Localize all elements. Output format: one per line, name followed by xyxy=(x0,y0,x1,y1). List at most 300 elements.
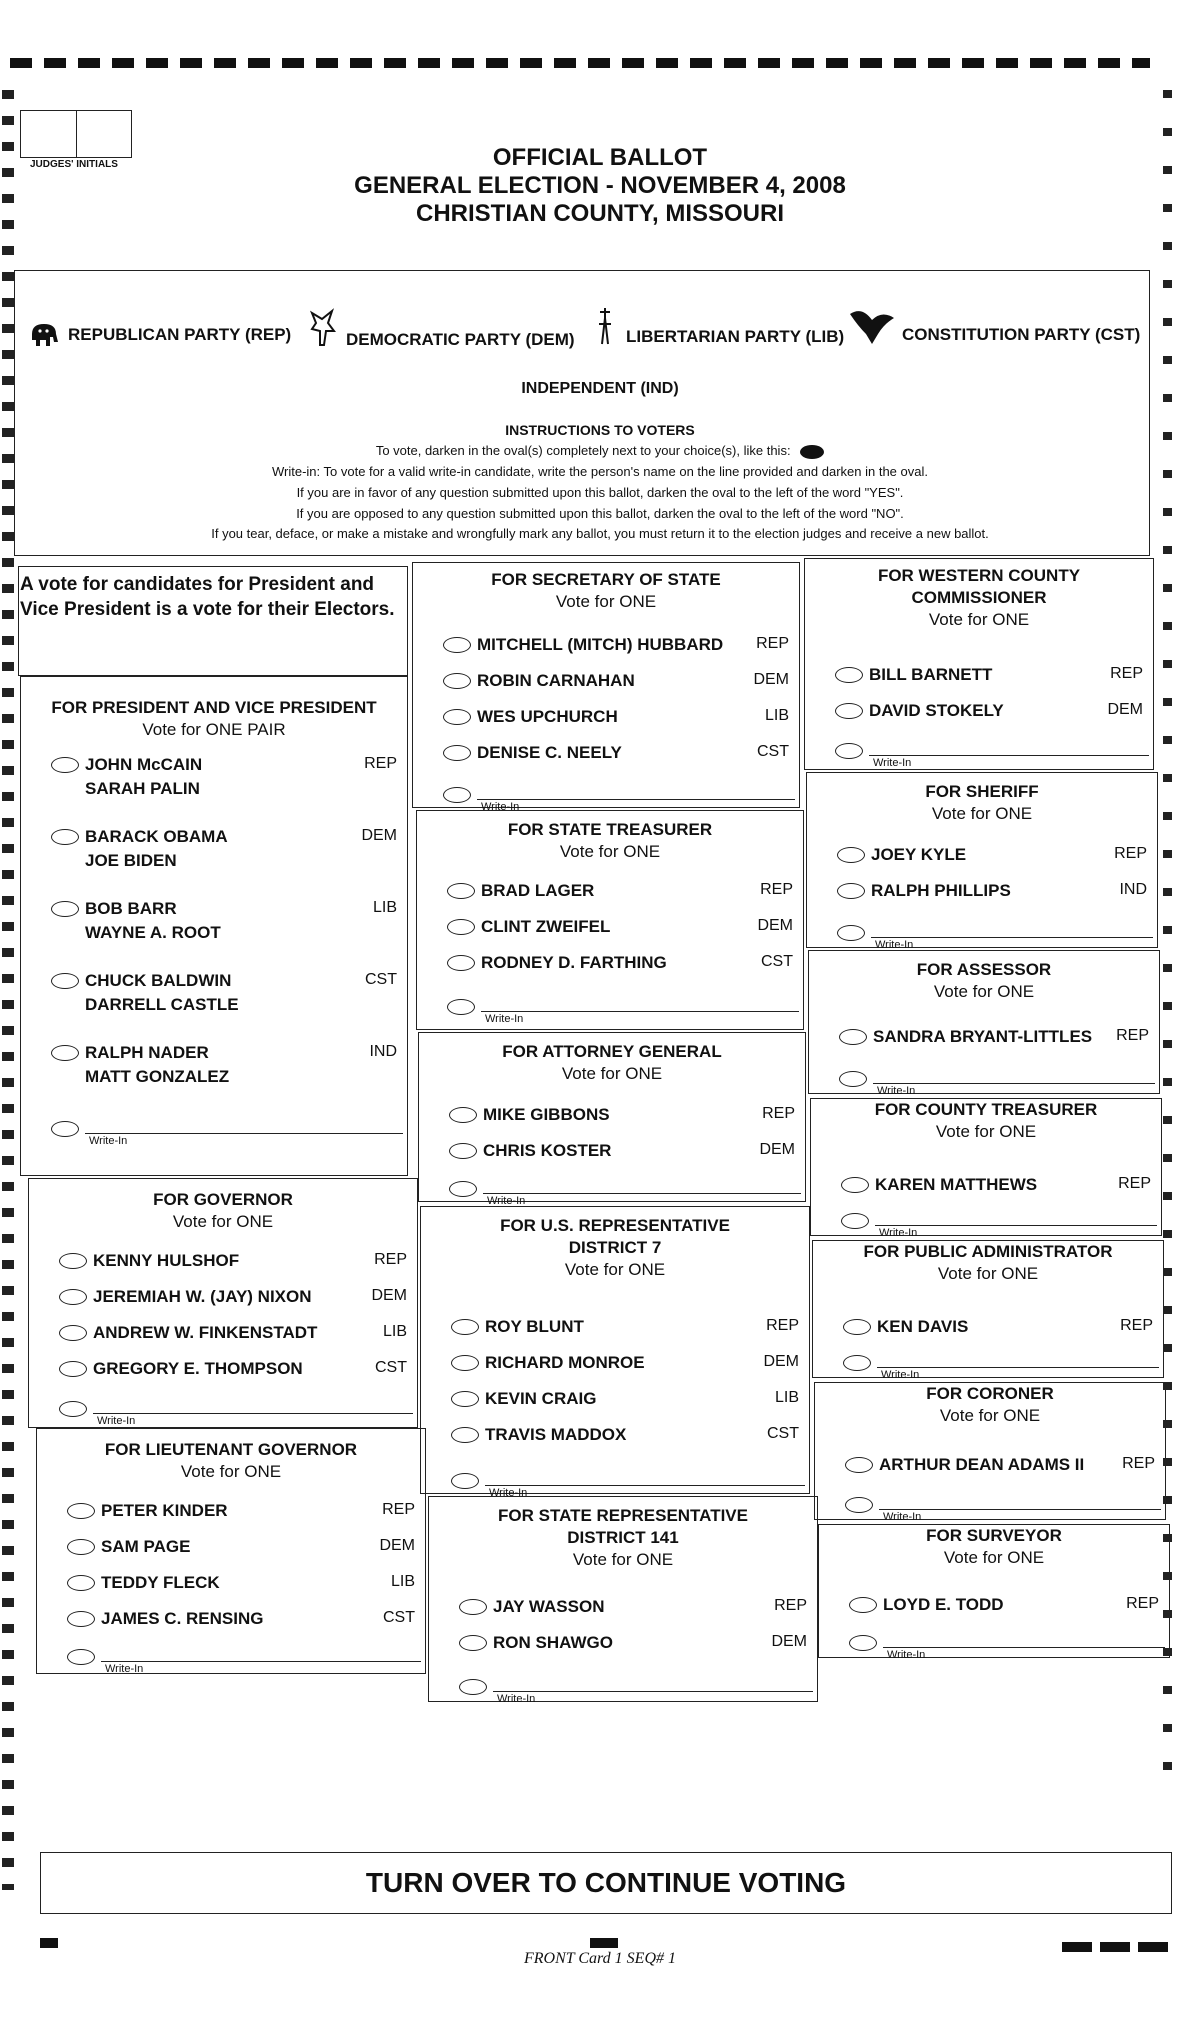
write-in-oval[interactable] xyxy=(835,743,863,759)
party-republican: REPUBLICAN PARTY (REP) xyxy=(68,325,292,344)
candidate-name: KEN DAVIS xyxy=(877,1317,969,1336)
contest-assessor xyxy=(808,950,1160,1097)
candidate-row[interactable] xyxy=(835,701,1153,725)
vote-oval[interactable] xyxy=(447,883,475,899)
write-in-oval[interactable] xyxy=(451,1473,479,1489)
judges-initials-label: JUDGES' INITIALS xyxy=(30,159,118,170)
write-in-label: Write-In xyxy=(97,1415,136,1427)
party-abbreviation: REP xyxy=(1110,665,1143,682)
instruction-line-1: To vote, darken in the oval(s) completely next to your choice(s), like this: xyxy=(0,443,1200,459)
vote-oval[interactable] xyxy=(59,1325,87,1341)
vote-for-instruction: Vote for ONE xyxy=(572,1550,674,1569)
vote-oval[interactable] xyxy=(443,673,471,689)
contest-header xyxy=(29,1189,417,1233)
party-abbreviation: REP xyxy=(1118,1175,1151,1192)
contest-title: FOR ASSESSOR xyxy=(916,960,1052,979)
vote-oval[interactable] xyxy=(67,1539,95,1555)
write-in-row[interactable] xyxy=(67,1647,421,1677)
party-abbreviation: DEM xyxy=(371,1287,407,1304)
candidate-row[interactable] xyxy=(443,743,799,767)
party-abbreviation: REP xyxy=(766,1317,799,1334)
write-in-oval[interactable] xyxy=(841,1213,869,1229)
contest-title: FOR COUNTY TREASURER xyxy=(874,1100,1098,1119)
contest-header xyxy=(421,1215,809,1281)
contest-header xyxy=(807,781,1157,825)
vote-oval[interactable] xyxy=(451,1391,479,1407)
footer-mark-left xyxy=(40,1938,58,1948)
party-abbreviation: REP xyxy=(364,755,397,772)
write-in-line[interactable] xyxy=(485,1485,805,1486)
write-in-row[interactable] xyxy=(843,1353,1159,1383)
contest-title: FOR STATE REPRESENTATIVE xyxy=(498,1506,748,1525)
vote-for-instruction: Vote for ONE xyxy=(559,842,661,861)
vote-oval[interactable] xyxy=(59,1361,87,1377)
write-in-row[interactable] xyxy=(59,1399,413,1429)
write-in-row[interactable] xyxy=(447,997,799,1027)
county-title: CHRISTIAN COUNTY, MISSOURI xyxy=(415,200,784,227)
party-abbreviation: REP xyxy=(1126,1595,1159,1612)
vote-oval[interactable] xyxy=(837,847,865,863)
party-abbreviation: REP xyxy=(760,881,793,898)
write-in-oval[interactable] xyxy=(459,1679,487,1695)
candidate-row[interactable] xyxy=(447,917,803,941)
candidate-name: JOHN McCAIN xyxy=(85,755,203,774)
candidate-name: RALPH PHILLIPS xyxy=(871,881,1011,900)
candidate-row[interactable] xyxy=(51,755,407,803)
contest-title: FOR ATTORNEY GENERAL xyxy=(502,1042,722,1061)
write-in-oval[interactable] xyxy=(837,925,865,941)
candidate-row[interactable] xyxy=(449,1141,805,1165)
write-in-oval[interactable] xyxy=(839,1071,867,1087)
contest-header xyxy=(413,569,799,613)
write-in-row[interactable] xyxy=(837,923,1153,953)
candidate-name: ANDREW W. FINKENSTADT xyxy=(93,1323,318,1342)
candidate-row[interactable] xyxy=(51,899,407,947)
party-abbreviation: DEM xyxy=(763,1353,799,1370)
candidate-row[interactable] xyxy=(67,1573,425,1597)
candidate-name: JEREMIAH W. (JAY) NIXON xyxy=(93,1287,312,1306)
footer-mark-center xyxy=(590,1938,618,1948)
contest-attorney-general xyxy=(418,1032,806,1207)
vote-oval[interactable] xyxy=(51,757,79,773)
contest-state-rep xyxy=(428,1496,818,1705)
write-in-line[interactable] xyxy=(85,1133,403,1134)
contest-title: FOR SECRETARY OF STATE xyxy=(491,570,721,589)
party-independent: INDEPENDENT (IND) xyxy=(521,380,679,397)
write-in-label: Write-In xyxy=(883,1511,922,1523)
candidate-name: CLINT ZWEIFEL xyxy=(481,917,611,936)
candidate-name: DENISE C. NEELY xyxy=(477,743,622,762)
candidate-name: MIKE GIBBONS xyxy=(483,1105,610,1124)
ballot-title: OFFICIAL BALLOT xyxy=(492,144,708,171)
vote-oval[interactable] xyxy=(839,1029,867,1045)
write-in-label: Write-In xyxy=(485,1013,524,1025)
write-in-label: Write-In xyxy=(497,1693,536,1705)
party-abbreviation: REP xyxy=(774,1597,807,1614)
vote-oval[interactable] xyxy=(459,1635,487,1651)
candidate-name: SANDRA BRYANT-LITTLES xyxy=(873,1027,1093,1046)
candidate-row[interactable] xyxy=(449,1105,805,1129)
candidate-name: SAM PAGE xyxy=(101,1537,191,1556)
contest-header xyxy=(419,1041,805,1085)
write-in-label: Write-In xyxy=(489,1487,528,1499)
write-in-line[interactable] xyxy=(879,1509,1161,1510)
candidate-name: RODNEY D. FARTHING xyxy=(481,953,667,972)
contest-us-rep xyxy=(420,1206,810,1499)
candidate-name: RALPH NADER xyxy=(85,1043,209,1062)
contest-public-administrator xyxy=(812,1240,1164,1381)
candidate-row[interactable] xyxy=(837,881,1157,905)
vote-oval[interactable] xyxy=(447,919,475,935)
contest-western-commissioner xyxy=(804,558,1154,770)
party-abbreviation: REP xyxy=(756,635,789,652)
vote-for-instruction: Vote for ONE PAIR xyxy=(142,720,286,739)
vote-oval[interactable] xyxy=(443,709,471,725)
vote-for-instruction: Vote for ONE xyxy=(935,1122,1037,1141)
contest-president xyxy=(20,676,408,1176)
vote-oval[interactable] xyxy=(835,667,863,683)
contest-header xyxy=(21,697,407,741)
write-in-line[interactable] xyxy=(483,1193,801,1194)
write-in-oval[interactable] xyxy=(67,1649,95,1665)
candidate-name: KAREN MATTHEWS xyxy=(875,1175,1038,1194)
running-mate-name: MATT GONZALEZ xyxy=(85,1067,230,1086)
contest-sheriff xyxy=(806,772,1158,951)
party-abbreviation: IND xyxy=(1119,881,1147,898)
party-abbreviation: DEM xyxy=(757,917,793,934)
candidate-name: ROBIN CARNAHAN xyxy=(477,671,635,690)
elector-note: A vote for candidates for President and Vice President is a vote for their Electors. xyxy=(20,574,395,620)
candidate-name: WES UPCHURCH xyxy=(477,707,618,726)
write-in-label: Write-In xyxy=(487,1195,526,1207)
write-in-label: Write-In xyxy=(875,939,914,951)
write-in-oval[interactable] xyxy=(849,1635,877,1651)
write-in-oval[interactable] xyxy=(845,1497,873,1513)
write-in-line[interactable] xyxy=(883,1647,1165,1648)
candidate-name: BILL BARNETT xyxy=(869,665,993,684)
party-abbreviation: IND xyxy=(369,1043,397,1060)
vote-oval[interactable] xyxy=(835,703,863,719)
candidate-row[interactable] xyxy=(447,953,803,977)
vote-oval[interactable] xyxy=(447,955,475,971)
party-abbreviation: LIB xyxy=(774,1389,799,1406)
vote-for-instruction: Vote for ONE xyxy=(555,592,657,611)
vote-oval[interactable] xyxy=(837,883,865,899)
vote-for-instruction: Vote for ONE xyxy=(172,1212,274,1231)
contest-title: FOR STATE TREASURER xyxy=(507,820,713,839)
write-in-row[interactable] xyxy=(839,1069,1155,1099)
vote-for-instruction: Vote for ONE xyxy=(933,982,1035,1001)
vote-oval[interactable] xyxy=(449,1107,477,1123)
write-in-label: Write-In xyxy=(879,1227,918,1239)
write-in-row[interactable] xyxy=(845,1495,1161,1525)
candidate-row[interactable] xyxy=(459,1633,817,1657)
donkey-icon xyxy=(306,305,340,349)
instruction-line-2: Write-in: To vote for a valid write-in candidate, write the person's name on the line provided and darken in the oval. xyxy=(272,464,928,479)
contest-title: FOR U.S. REPRESENTATIVE xyxy=(500,1216,730,1235)
contest-title: DISTRICT 141 xyxy=(567,1528,679,1547)
contest-header xyxy=(815,1383,1165,1427)
vote-for-instruction: Vote for ONE xyxy=(943,1548,1045,1567)
candidate-row[interactable] xyxy=(841,1175,1161,1199)
candidate-row[interactable] xyxy=(59,1323,417,1347)
write-in-label: Write-In xyxy=(877,1085,916,1097)
party-abbreviation: DEM xyxy=(1107,701,1143,718)
party-abbreviation: CST xyxy=(757,743,789,760)
candidate-row[interactable] xyxy=(837,845,1157,869)
write-in-line[interactable] xyxy=(481,1011,799,1012)
contest-title: FOR GOVERNOR xyxy=(153,1190,293,1209)
candidate-row[interactable] xyxy=(451,1425,809,1449)
write-in-row[interactable] xyxy=(51,1119,403,1149)
write-in-line[interactable] xyxy=(877,1367,1159,1368)
party-democratic: DEMOCRATIC PARTY (DEM) xyxy=(346,330,575,349)
vote-for-instruction: Vote for ONE xyxy=(928,610,1030,629)
vote-for-instruction: Vote for ONE xyxy=(937,1264,1039,1283)
candidate-row[interactable] xyxy=(451,1353,809,1377)
party-abbreviation: REP xyxy=(1116,1027,1149,1044)
running-mate-name: DARRELL CASTLE xyxy=(85,995,239,1014)
contest-title: FOR PRESIDENT AND VICE PRESIDENT xyxy=(51,698,377,717)
candidate-row[interactable] xyxy=(51,971,407,1019)
party-abbreviation: REP xyxy=(382,1501,415,1518)
running-mate-name: SARAH PALIN xyxy=(85,779,200,798)
vote-oval[interactable] xyxy=(451,1355,479,1371)
write-in-label: Write-In xyxy=(89,1135,128,1147)
party-abbreviation: LIB xyxy=(764,707,789,724)
contest-title: FOR SHERIFF xyxy=(925,782,1039,801)
write-in-line[interactable] xyxy=(873,1083,1155,1084)
party-abbreviation: LIB xyxy=(382,1323,407,1340)
contest-title: DISTRICT 7 xyxy=(568,1238,662,1257)
candidate-row[interactable] xyxy=(447,881,803,905)
contest-header xyxy=(805,565,1153,631)
instruction-line-4: If you are opposed to any question submitted upon this ballot, darken the oval to the left of the word "NO". xyxy=(296,506,904,521)
candidate-row[interactable] xyxy=(59,1287,417,1311)
running-mate-name: JOE BIDEN xyxy=(85,851,177,870)
candidate-name: MITCHELL (MITCH) HUBBARD xyxy=(477,635,724,654)
candidate-row[interactable] xyxy=(443,635,799,659)
write-in-oval[interactable] xyxy=(51,1121,79,1137)
instructions-heading: INSTRUCTIONS TO VOTERS xyxy=(505,422,695,438)
timing-marks-top xyxy=(10,58,1150,68)
write-in-line[interactable] xyxy=(875,1225,1157,1226)
candidate-row[interactable] xyxy=(443,707,799,731)
write-in-label: Write-In xyxy=(887,1649,926,1661)
party-constitution: CONSTITUTION PARTY (CST) xyxy=(902,325,1141,344)
election-title: GENERAL ELECTION - NOVEMBER 4, 2008 xyxy=(354,172,846,199)
candidate-name: GREGORY E. THOMPSON xyxy=(93,1359,303,1378)
party-abbreviation: REP xyxy=(1114,845,1147,862)
write-in-row[interactable] xyxy=(849,1633,1165,1663)
party-abbreviation: DEM xyxy=(771,1633,807,1650)
vote-for-instruction: Vote for ONE xyxy=(939,1406,1041,1425)
contest-title: FOR SURVEYOR xyxy=(926,1526,1062,1545)
vote-oval[interactable] xyxy=(845,1457,873,1473)
candidate-row[interactable] xyxy=(459,1597,817,1621)
contest-lt-governor xyxy=(36,1428,426,1674)
write-in-label: Write-In xyxy=(105,1663,144,1675)
vote-oval[interactable] xyxy=(51,901,79,917)
vote-oval[interactable] xyxy=(843,1319,871,1335)
contest-title: FOR PUBLIC ADMINISTRATOR xyxy=(863,1242,1113,1261)
candidate-name: JAMES C. RENSING xyxy=(101,1609,264,1628)
candidate-name: DAVID STOKELY xyxy=(869,701,1004,720)
candidate-row[interactable] xyxy=(67,1537,425,1561)
contest-secretary-of-state xyxy=(412,562,800,813)
candidate-name: TRAVIS MADDOX xyxy=(485,1425,627,1444)
candidate-row[interactable] xyxy=(443,671,799,695)
contest-header xyxy=(813,1241,1163,1285)
contest-title: FOR CORONER xyxy=(926,1384,1054,1403)
candidate-row[interactable] xyxy=(67,1501,425,1525)
contest-county-treasurer xyxy=(810,1098,1162,1239)
vote-oval[interactable] xyxy=(841,1177,869,1193)
eagle-icon xyxy=(848,304,896,348)
write-in-oval[interactable] xyxy=(59,1401,87,1417)
instruction-line-5: If you tear, deface, or make a mistake and wrongfully mark any ballot, you must return it to the election judges and receive a new ballot. xyxy=(211,526,989,541)
candidate-row[interactable] xyxy=(835,665,1153,689)
contest-governor xyxy=(28,1178,418,1428)
vote-oval[interactable] xyxy=(59,1289,87,1305)
candidate-row[interactable] xyxy=(59,1359,417,1383)
party-libertarian: LIBERTARIAN PARTY (LIB) xyxy=(626,327,845,346)
contest-surveyor xyxy=(818,1524,1170,1661)
candidate-name: ROY BLUNT xyxy=(485,1317,584,1336)
vote-oval[interactable] xyxy=(67,1503,95,1519)
write-in-line[interactable] xyxy=(93,1413,413,1414)
party-abbreviation: DEM xyxy=(379,1537,415,1554)
candidate-name: BOB BARR xyxy=(85,899,177,918)
contest-header xyxy=(811,1099,1161,1143)
vote-for-instruction: Vote for ONE xyxy=(931,804,1033,823)
vote-oval[interactable] xyxy=(449,1143,477,1159)
write-in-oval[interactable] xyxy=(843,1355,871,1371)
vote-oval[interactable] xyxy=(51,1045,79,1061)
write-in-oval[interactable] xyxy=(447,999,475,1015)
instruction-line-3: If you are in favor of any question submitted upon this ballot, darken the oval to the left of the word "YES". xyxy=(296,485,904,500)
vote-for-instruction: Vote for ONE xyxy=(564,1260,666,1279)
candidate-name: CHUCK BALDWIN xyxy=(85,971,232,990)
candidate-row[interactable] xyxy=(67,1609,425,1633)
vote-oval[interactable] xyxy=(443,745,471,761)
candidate-name: LOYD E. TODD xyxy=(883,1595,1004,1614)
card-sequence-label: FRONT Card 1 SEQ# 1 xyxy=(523,1950,676,1967)
candidate-name: RON SHAWGO xyxy=(493,1633,613,1652)
party-abbreviation: DEM xyxy=(753,671,789,688)
write-in-oval[interactable] xyxy=(449,1181,477,1197)
party-abbreviation: DEM xyxy=(361,827,397,844)
party-abbreviation: LIB xyxy=(372,899,397,916)
candidate-row[interactable] xyxy=(849,1595,1169,1619)
vote-oval[interactable] xyxy=(443,637,471,653)
vote-oval[interactable] xyxy=(67,1611,95,1627)
write-in-label: Write-In xyxy=(481,801,520,813)
candidate-row[interactable] xyxy=(59,1251,417,1275)
candidate-name: RICHARD MONROE xyxy=(485,1353,645,1372)
statue-of-liberty-icon xyxy=(590,304,620,350)
vote-oval[interactable] xyxy=(51,829,79,845)
vote-for-instruction: Vote for ONE xyxy=(561,1064,663,1083)
contest-header xyxy=(429,1505,817,1571)
write-in-row[interactable] xyxy=(449,1179,801,1209)
candidate-name: PETER KINDER xyxy=(101,1501,228,1520)
vote-for-instruction: Vote for ONE xyxy=(180,1462,282,1481)
candidate-name: JOEY KYLE xyxy=(871,845,967,864)
candidate-row[interactable] xyxy=(51,827,407,875)
write-in-line[interactable] xyxy=(101,1661,421,1662)
contest-title: FOR WESTERN COUNTY xyxy=(877,566,1081,585)
write-in-row[interactable] xyxy=(835,741,1149,771)
write-in-label: Write-In xyxy=(873,757,912,769)
vote-oval[interactable] xyxy=(51,973,79,989)
party-abbreviation: CST xyxy=(375,1359,407,1376)
party-abbreviation: REP xyxy=(1122,1455,1155,1472)
candidate-name: CHRIS KOSTER xyxy=(483,1141,612,1160)
write-in-line[interactable] xyxy=(477,799,795,800)
running-mate-name: WAYNE A. ROOT xyxy=(85,923,221,942)
candidate-row[interactable] xyxy=(843,1317,1163,1341)
candidate-name: BARACK OBAMA xyxy=(85,827,228,846)
candidate-name: KEVIN CRAIG xyxy=(485,1389,597,1408)
vote-oval[interactable] xyxy=(849,1597,877,1613)
write-in-oval[interactable] xyxy=(443,787,471,803)
write-in-line[interactable] xyxy=(871,937,1153,938)
party-abbreviation: CST xyxy=(365,971,397,988)
vote-oval[interactable] xyxy=(459,1599,487,1615)
party-abbreviation: CST xyxy=(767,1425,799,1442)
write-in-row[interactable] xyxy=(459,1677,813,1707)
timing-marks-left xyxy=(2,90,14,1890)
write-in-row[interactable] xyxy=(841,1211,1157,1241)
vote-oval[interactable] xyxy=(451,1319,479,1335)
turn-over-banner: TURN OVER TO CONTINUE VOTING xyxy=(40,1852,1172,1914)
party-abbreviation: LIB xyxy=(390,1573,415,1590)
write-in-label: Write-In xyxy=(881,1369,920,1381)
candidate-name: TEDDY FLECK xyxy=(101,1573,220,1592)
candidate-name: KENNY HULSHOF xyxy=(93,1251,240,1270)
vote-oval[interactable] xyxy=(59,1253,87,1269)
candidate-row[interactable] xyxy=(839,1027,1159,1051)
contest-coroner xyxy=(814,1382,1166,1523)
contest-treasurer xyxy=(416,810,804,1030)
write-in-line[interactable] xyxy=(493,1691,813,1692)
party-legend xyxy=(28,318,1148,358)
write-in-line[interactable] xyxy=(869,755,1149,756)
vote-oval[interactable] xyxy=(67,1575,95,1591)
candidate-name: ARTHUR DEAN ADAMS II xyxy=(879,1455,1085,1474)
party-abbreviation: REP xyxy=(374,1251,407,1268)
party-abbreviation: DEM xyxy=(759,1141,795,1158)
elephant-icon xyxy=(28,320,62,350)
party-abbreviation: REP xyxy=(762,1105,795,1122)
candidate-name: BRAD LAGER xyxy=(481,881,595,900)
candidate-row[interactable] xyxy=(451,1389,809,1413)
contest-header xyxy=(37,1439,425,1483)
vote-oval[interactable] xyxy=(451,1427,479,1443)
contest-header xyxy=(417,819,803,863)
candidate-name: JAY WASSON xyxy=(493,1597,605,1616)
candidate-row[interactable] xyxy=(451,1317,809,1341)
party-abbreviation: CST xyxy=(761,953,793,970)
party-abbreviation: CST xyxy=(383,1609,415,1626)
candidate-row[interactable] xyxy=(51,1043,407,1091)
filled-oval-example-icon xyxy=(800,445,824,459)
candidate-row[interactable] xyxy=(845,1455,1165,1479)
contest-title: COMMISSIONER xyxy=(911,588,1047,607)
contest-header xyxy=(819,1525,1169,1569)
contest-header xyxy=(809,959,1159,1003)
